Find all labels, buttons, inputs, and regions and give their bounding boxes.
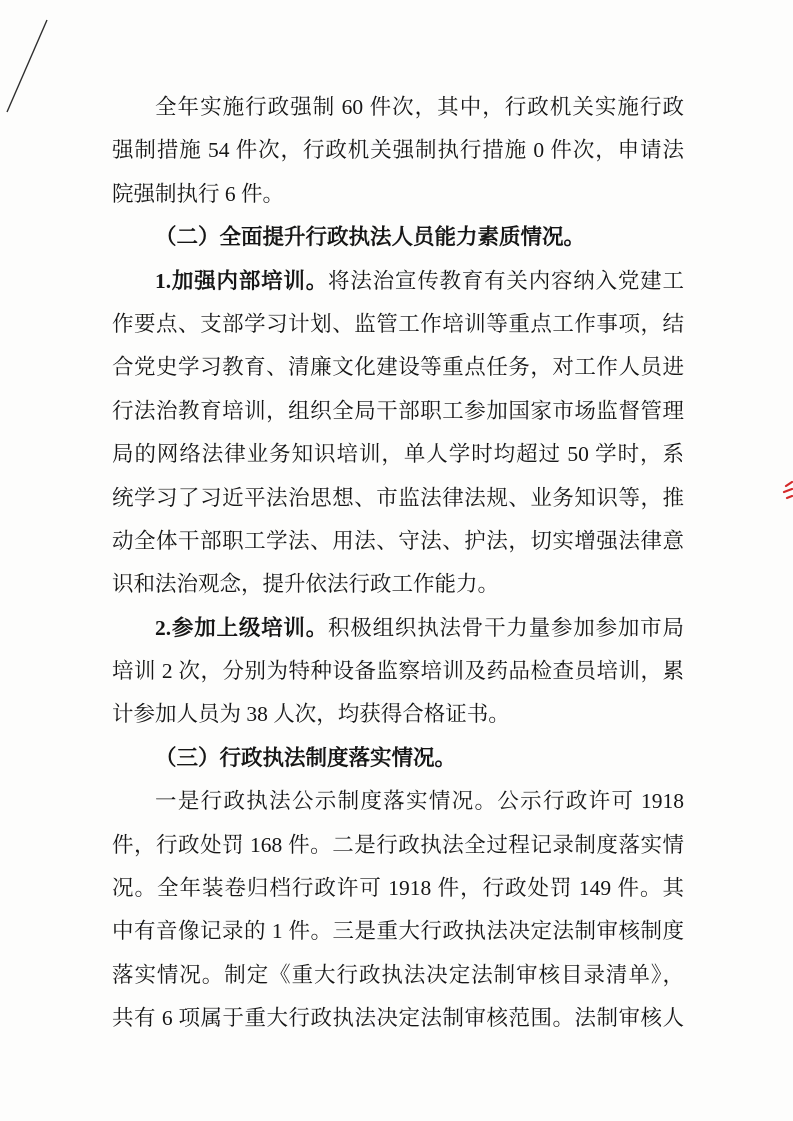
scan-red-mark-icon (776, 478, 793, 508)
line-text: 局的网络法律业务知识培训，单人学时均超过 50 学时，系 (112, 442, 684, 467)
text-line (112, 520, 684, 563)
section-heading (112, 216, 684, 259)
text-line (112, 563, 684, 606)
text-line (112, 477, 684, 520)
text-line (112, 433, 684, 476)
text-line (112, 867, 684, 910)
line-text: 一是行政执法公示制度落实情况。公示行政许可 1918 (155, 789, 684, 814)
line-text: 中有音像记录的 1 件。三是重大行政执法决定法制审核制度 (112, 919, 684, 944)
text-line (112, 346, 684, 389)
text-line (112, 260, 684, 303)
text-line (112, 910, 684, 953)
body-text (112, 86, 684, 1041)
line-text: 计参加人员为 38 人次，均获得合格证书。 (112, 702, 510, 727)
text-line (112, 390, 684, 433)
line-text: 识和法治观念，提升依法行政工作能力。 (112, 572, 500, 597)
line-text: 况。全年装卷归档行政许可 1918 件，行政处罚 149 件。其 (112, 876, 684, 901)
line-text: 共有 6 项属于重大行政执法决定法制审核范围。法制审核人 (112, 1006, 684, 1031)
text-line (112, 86, 684, 129)
text-line (112, 824, 684, 867)
section-heading-text: （二）全面提升行政执法人员能力素质情况。 (155, 225, 586, 250)
subsection-title: 1.加强内部培训。 (155, 268, 329, 293)
scan-edge-line-icon (0, 0, 60, 130)
subsection-title: 2.参加上级培训。 (155, 615, 329, 640)
line-text: 统学习了习近平法治思想、市监法律法规、业务知识等，推 (112, 485, 684, 510)
text-line (112, 780, 684, 823)
text-line (112, 129, 684, 172)
section-heading-text: （三）行政执法制度落实情况。 (155, 745, 457, 770)
text-line (112, 607, 684, 650)
line-text: 行法治教育培训，组织全局干部职工参加国家市场监督管理 (112, 398, 684, 423)
text-line (112, 997, 684, 1040)
line-text: 件，行政处罚 168 件。二是行政执法全过程记录制度落实情 (112, 832, 684, 857)
text-line (112, 693, 684, 736)
line-text: 动全体干部职工学法、用法、守法、护法，切实增强法律意 (112, 528, 684, 553)
line-text: 作要点、支部学习计划、监管工作培训等重点工作事项，结 (112, 311, 684, 336)
text-line (112, 650, 684, 693)
line-text: 培训 2 次，分别为特种设备监察培训及药品检查员培训，累 (112, 659, 684, 684)
text-line (112, 173, 684, 216)
line-text: 积极组织执法骨干力量参加参加市局 (328, 615, 684, 640)
line-text: 合党史学习教育、清廉文化建设等重点任务，对工作人员进 (112, 355, 684, 380)
line-text: 院强制执行 6 件。 (112, 181, 285, 206)
line-text: 强制措施 54 件次，行政机关强制执行措施 0 件次，申请法 (112, 138, 684, 163)
line-text: 落实情况。制定《重大行政执法决定法制审核目录清单》， (112, 962, 684, 987)
section-heading (112, 737, 684, 780)
text-line (112, 303, 684, 346)
line-text: 将法治宣传教育有关内容纳入党建工 (328, 268, 684, 293)
line-text: 全年实施行政强制 60 件次，其中，行政机关实施行政 (155, 95, 684, 119)
text-line (112, 954, 684, 997)
